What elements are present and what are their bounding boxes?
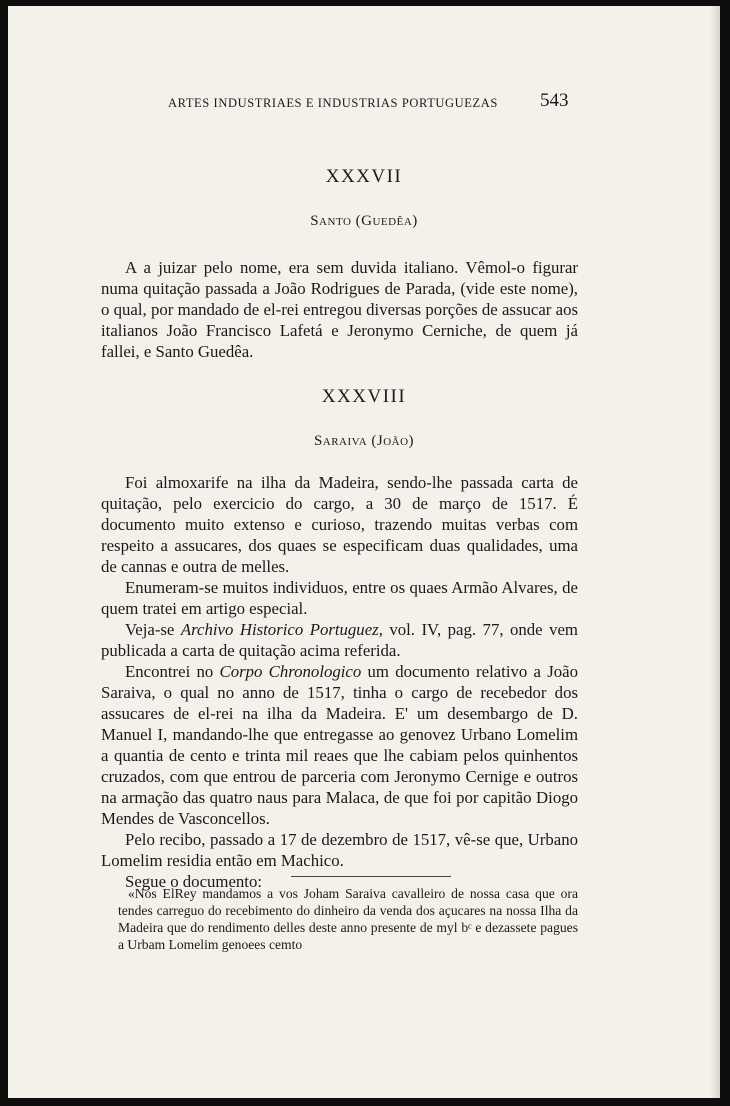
entry-38-number: XXXVIII <box>321 386 407 407</box>
p4-after: um documento relativo a João Saraiva, o qual no anno de 1517, tinha o cargo de recebedor dos assucares de el-rei na ilha da Madeira. E' um desembargo de D. Manuel I, mandando-lhe que entregasse ao genovez Urbano Lomelim a quantia de cento e trinta mil reaes que lhe cabiam pelos quinhentos cruzados, com que entrou de parceria com Jeronymo Cernige e outros na armação das quatro naus para Malaca, de que foi por capitão Diogo Mendes de Vasconcellos. <box>101 662 579 828</box>
footnote <box>118 885 578 953</box>
running-title: ARTES INDUSTRIAES E INDUSTRIAS PORTUGUEZAS <box>168 96 498 110</box>
entry-38-subject: Saraiva (João) <box>313 433 415 449</box>
entry-38-paragraph-3 <box>101 619 578 661</box>
book-page <box>8 6 720 1098</box>
corpo-title: Corpo Chronologico <box>219 662 362 681</box>
page-number: 543 <box>540 90 569 111</box>
entry-38-paragraph-2: Enumeram-se muitos individuos, entre os quaes Armão Alvares, de quem tratei em artigo especial. <box>101 578 578 618</box>
entry-37-paragraph: A a juizar pelo nome, era sem duvida italiano. Vêmol-o figurar numa quitação passada a João Rodrigues de Parada, (vide este nome), o qual, por mandado de el-rei entregou diversas porções de assucar aos italianos João Francisco Lafetá e Jeronymo Cerniche, de quem já fallei, e Santo Guedêa. <box>101 258 578 361</box>
entry-38-paragraph-4 <box>101 661 578 829</box>
entry-38-body <box>101 472 578 892</box>
archive-title: Archivo Historico Portuguez <box>180 620 379 639</box>
footnote-text: «Nós ElRey mandamos a vos Joham Saraiva cavalleiro de nossa casa que ora tendes carreguo do recebimento do dinheiro da venda dos açucares na nossa Ilha da Madeira que do rendimento delles deste anno presente de myl bᶜ e dezassete pagues a Urbam Lomelim genoees cemto <box>118 886 578 952</box>
page-edge-shadow <box>710 6 720 1098</box>
entry-37-subject: Santo (Guedêa) <box>310 213 418 229</box>
entry-37-body <box>101 257 578 362</box>
p3-before: Veja-se <box>125 620 181 639</box>
p3-after: , vol. IV, pag. 77, onde vem publicada a carta de quitação acima referida. <box>101 620 578 660</box>
entry-37-number: XXXVII <box>325 166 403 187</box>
entry-38-paragraph-1: Foi almoxarife na ilha da Madeira, sendo-lhe passada carta de quitação, pelo exercicio do cargo, a 30 de março de 1517. É documento muito extenso e curioso, trazendo muitas verbas com respeito a assucares, dos quaes se especificam duas qualidades, uma de cannas e outra de melles. <box>101 473 578 576</box>
entry-38-paragraph-5: Pelo recibo, passado a 17 de dezembro de 1517, vê-se que, Urbano Lomelim residia então em Machico. <box>101 830 578 870</box>
footnote-rule <box>291 876 451 877</box>
entry-38-paragraph-6: Segue o documento: <box>125 872 263 891</box>
p4-before: Encontrei no <box>125 662 220 681</box>
